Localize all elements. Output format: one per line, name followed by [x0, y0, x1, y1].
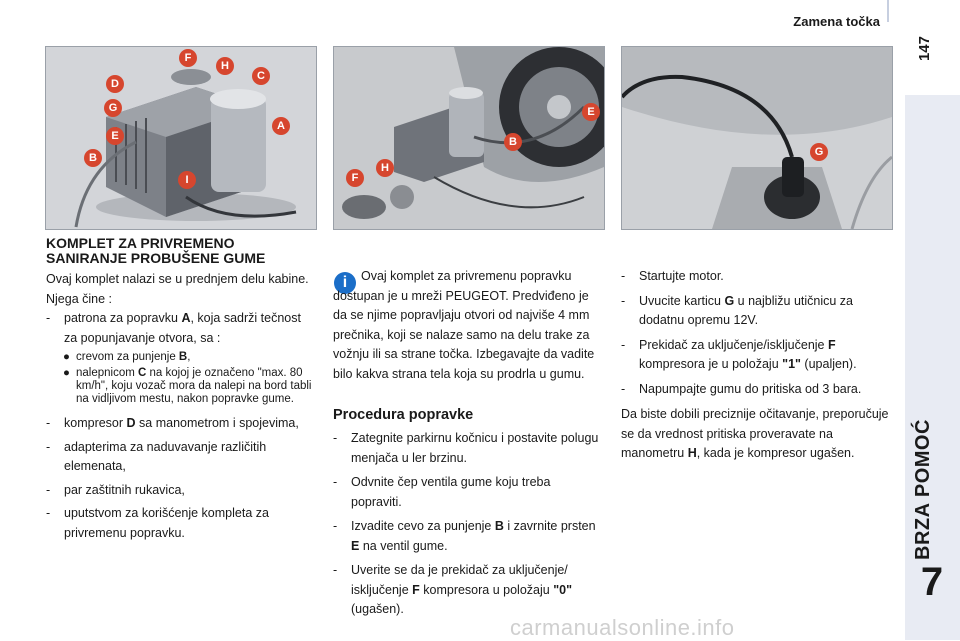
item-text: (ugašen).	[351, 602, 404, 616]
item-text: Izvadite cevo za punjenje	[351, 519, 495, 533]
item-text: kompresor	[64, 416, 127, 430]
item-text: , koja sadrži tečnost za popunjavanje otvora, sa :	[64, 311, 301, 345]
bullet: ●	[63, 367, 70, 379]
kit-item-compressor	[46, 414, 316, 434]
kit-subitem-sticker	[46, 367, 316, 406]
item-text: kompresora je u položaju	[639, 357, 783, 371]
procedure-step-2	[333, 473, 603, 512]
callout-g: G	[810, 143, 828, 161]
item-text: nalepnicom	[76, 367, 139, 379]
callout-b: B	[84, 149, 102, 167]
item-text: uputstvom za korišćenje kompleta za privremenu popravku.	[64, 506, 269, 540]
dash: -	[333, 475, 338, 489]
item-ref: F	[412, 582, 420, 597]
inflate-step-2	[621, 292, 891, 331]
procedure-heading: Procedura popravke	[333, 407, 474, 423]
item-ref: B	[178, 351, 188, 363]
compressor-illustration	[46, 47, 316, 229]
item-text: Prekidač za uključenje/isključenje	[639, 337, 828, 352]
procedure-step-4	[333, 561, 603, 620]
dash: -	[46, 506, 51, 520]
dash: -	[333, 563, 338, 577]
dash: -	[46, 416, 51, 430]
item-ref: B	[494, 519, 504, 533]
info-icon: i	[334, 272, 356, 294]
item-ref: G	[724, 293, 735, 308]
inflate-step-3	[621, 336, 891, 375]
item-text: (upaljen).	[800, 357, 857, 371]
item-ref: H	[687, 446, 697, 460]
dash: -	[621, 337, 626, 352]
item-text: Odvnite čep ventila gume koju treba popraviti.	[351, 475, 551, 509]
procedure-step-3	[333, 517, 603, 556]
callout-d: D	[106, 75, 124, 93]
item-text: Startujte motor.	[639, 269, 724, 283]
figure-wheel-connection	[333, 46, 605, 230]
kit-subitem-hose	[46, 351, 316, 364]
item-ref: C	[138, 367, 147, 379]
section-title: Zamena točka	[793, 14, 880, 29]
procedure-step-1	[333, 429, 603, 468]
kit-item-gloves	[46, 481, 316, 501]
callout-c: C	[252, 67, 270, 85]
dash: -	[621, 269, 626, 283]
repair-procedure	[333, 408, 603, 620]
kit-heading-line2: SANIRANJE PROBUŠENE GUME	[46, 250, 266, 266]
item-text: , kada je kompresor ugašen.	[696, 446, 855, 460]
page-number: 147	[916, 36, 933, 62]
item-text: i zavrnite prsten	[503, 519, 596, 533]
header-divider	[887, 0, 889, 22]
kit-item-cartridge	[46, 309, 316, 348]
kit-heading-line1: KOMPLET ZA PRIVREMENO	[46, 235, 235, 251]
kit-intro: Ovaj komplet nalazi se u prednjem delu kabine. Njega čine :	[46, 272, 309, 306]
item-text: crevom za punjenje	[76, 351, 179, 363]
item-ref: A	[181, 311, 191, 325]
chapter-number: 7	[920, 560, 944, 604]
item-text: Zategnite parkirnu kočnicu i postavite polugu menjača u ler brzinu.	[351, 431, 599, 465]
dash: -	[621, 293, 626, 308]
callout-e: E	[106, 127, 124, 145]
item-text: Da biste dobili preciznije očitavanje, preporučuje se da vrednost pritiska proveravate na manometru	[621, 407, 889, 460]
dash: -	[46, 311, 51, 325]
item-text: par zaštitnih rukavica,	[64, 482, 185, 497]
callout-i: I	[178, 171, 196, 189]
item-ref: D	[126, 416, 136, 430]
kit-item-manual	[46, 504, 316, 543]
dash: -	[46, 482, 51, 497]
item-text: Uvucite karticu	[639, 293, 725, 308]
item-ref: F	[827, 337, 836, 352]
item-text: Napumpajte gumu do pritiska od 3 bara.	[639, 381, 862, 396]
wheel-illustration	[334, 47, 604, 229]
item-ref: "1"	[782, 357, 801, 371]
item-text: Uverite se da je prekidač za uključenje/ isključenje	[351, 563, 568, 597]
callout-h: H	[216, 57, 234, 75]
inflate-step-4	[621, 380, 891, 400]
item-text: sa manometrom i spojevima,	[135, 416, 299, 430]
item-text: kompresora u položaju	[419, 582, 554, 597]
item-ref: "0"	[553, 582, 572, 597]
item-ref: E	[351, 538, 360, 553]
inflate-step-1	[621, 267, 891, 287]
callout-f: F	[179, 49, 197, 67]
callout-b: B	[504, 133, 522, 151]
socket-illustration	[622, 47, 892, 229]
callout-e: E	[582, 103, 600, 121]
info-note: Ovaj komplet za privremenu popravku dostupan je u mreži PEUGEOT. Predviđeno je da se njime popravljaju otvori od najviše 4 mm prečnika, koji se nalaze samo na delu trake za vožnju ili sa strane točka. Izbegavajte da vadite bilo kakva strana tela koja su prodrla u gumu.	[333, 269, 595, 381]
item-text: adapterima za naduvavanje različitih elemenata,	[64, 439, 267, 473]
watermark: carmanualsonline.info	[510, 615, 735, 640]
callout-a: A	[272, 117, 290, 135]
item-text: na ventil gume.	[359, 538, 448, 553]
item-text: na kojoj je označeno "max. 80 km/h", koju vozač mora da nalepi na bord tabli na vidljivom mestu, nakon popravke gume.	[76, 367, 312, 405]
kit-section	[46, 236, 316, 543]
callout-g: G	[104, 99, 122, 117]
item-text: ,	[187, 351, 191, 363]
figure-compressor-kit	[45, 46, 317, 230]
chapter-label: BRZA POMOĆ	[912, 419, 934, 560]
pressure-note	[621, 405, 891, 464]
dash: -	[621, 381, 626, 396]
item-text: u najbližu utičnicu za dodatnu opremu 12V.	[639, 293, 854, 327]
callout-h: H	[376, 159, 394, 177]
dash: -	[46, 439, 51, 454]
inflation-steps	[621, 267, 891, 464]
callout-f: F	[346, 169, 364, 187]
dash: -	[333, 519, 338, 533]
item-text: patrona za popravku	[64, 311, 182, 325]
figure-12v-socket	[621, 46, 893, 230]
dash: -	[333, 431, 338, 445]
kit-item-adapters	[46, 438, 316, 477]
kit-heading	[46, 236, 316, 266]
bullet: ●	[63, 351, 70, 363]
